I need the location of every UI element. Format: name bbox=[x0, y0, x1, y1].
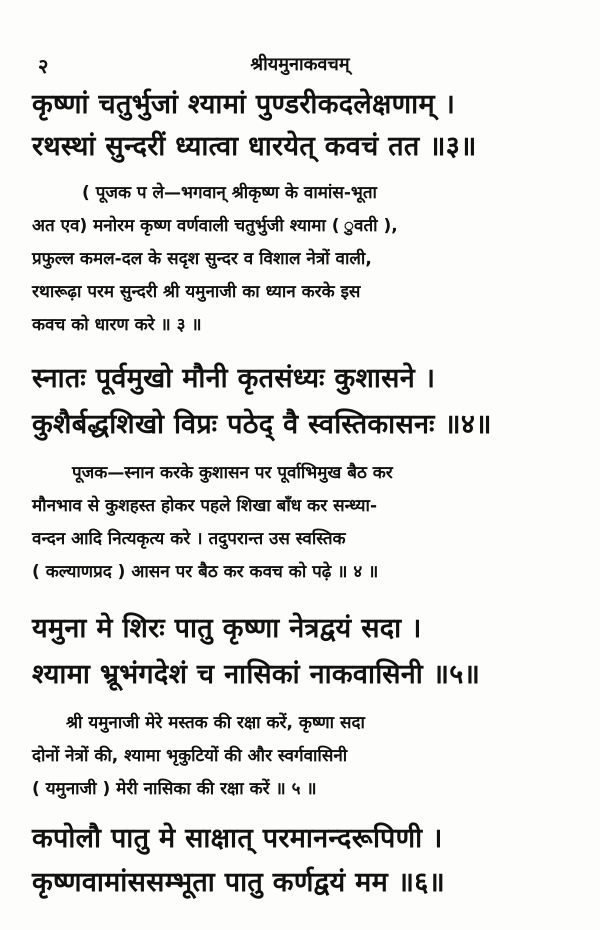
verse-5-line-2: श्यामा भ्रूभंगदेशं च नासिकां नाकवासिनी ॥५॥ bbox=[32, 659, 481, 690]
commentary-3-line-2: अत एव) मनोरम कृष्ण वर्णवाली चतुर्भुजी श्यामा ( ुवती ), bbox=[32, 216, 398, 236]
commentary-5-line-1: श्री यमुनाजी मेरे मस्तक की रक्षा करें, कृष्णा सदा bbox=[66, 713, 365, 733]
commentary-4-line-2: मौनभाव से कुशहस्त होकर पहले शिखा बाँध कर सन्ध्या- bbox=[32, 496, 378, 516]
verse-4-line-2: कुशैर्बद्धशिखो विप्रः पठेद् वै स्वस्तिकासनः ॥४॥ bbox=[32, 409, 492, 440]
commentary-4-line-4: ( कल्याणप्रद ) आसन पर बैठ कर कवच को पढ़े ॥ ४ ॥ bbox=[32, 562, 379, 582]
commentary-4-line-3: वन्दन आदि नित्यकृत्य करे । तदुपरान्त उस स्वस्तिक bbox=[32, 529, 346, 549]
commentary-3-line-5: कवच को धारण करे ॥ ३ ॥ bbox=[32, 315, 202, 335]
commentary-3-line-1: ( पूजक प ले—भगवान् श्रीकृष्ण के वामांस-भूता bbox=[82, 183, 377, 203]
verse-5-line-1: यमुना मे शिरः पातु कृष्णा नेत्रद्वयं सदा । bbox=[32, 613, 422, 644]
commentary-3-line-3: प्रफुल्ल कमल-दल के सदृश सुन्दर व विशाल नेत्रों वाली, bbox=[32, 249, 372, 269]
commentary-5-line-2: दोनों नेत्रों की, श्यामा भृकुटियों की और स्वर्गवासिनी bbox=[32, 746, 348, 766]
verse-3-line-1: कृष्णां चतुर्भुजां श्यामां पुण्डरीकदलेक्षणाम् । bbox=[32, 89, 456, 120]
running-title: श्रीयमुनाकवचम् bbox=[250, 54, 350, 75]
verse-4-line-1: स्नातः पूर्वमुखो मौनी कृतसंध्यः कुशासने । bbox=[32, 363, 436, 394]
verse-3-line-2: रथस्थां सुन्दरीं ध्यात्वा धारयेत् कवचं तत ॥३॥ bbox=[32, 131, 477, 162]
verse-6-line-2: कृष्णवामांससम्भूता पातु कर्णद्वयं मम ॥६॥ bbox=[32, 867, 446, 898]
page-number: २ bbox=[38, 54, 49, 78]
commentary-3-line-4: रथारूढ़ा परम सुन्दरी श्री यमुनाजी का ध्यान करके इस bbox=[32, 282, 361, 302]
commentary-4-line-1: पूजक—स्नान करके कुशासन पर पूर्वाभिमुख बैठ कर bbox=[72, 463, 393, 483]
commentary-5-line-3: ( यमुनाजी ) मेरी नासिका की रक्षा करें ॥ ५ ॥ bbox=[32, 779, 317, 799]
verse-6-line-1: कपोलौ पातु मे साक्षात् परमानन्दरूपिणी । bbox=[32, 823, 443, 854]
